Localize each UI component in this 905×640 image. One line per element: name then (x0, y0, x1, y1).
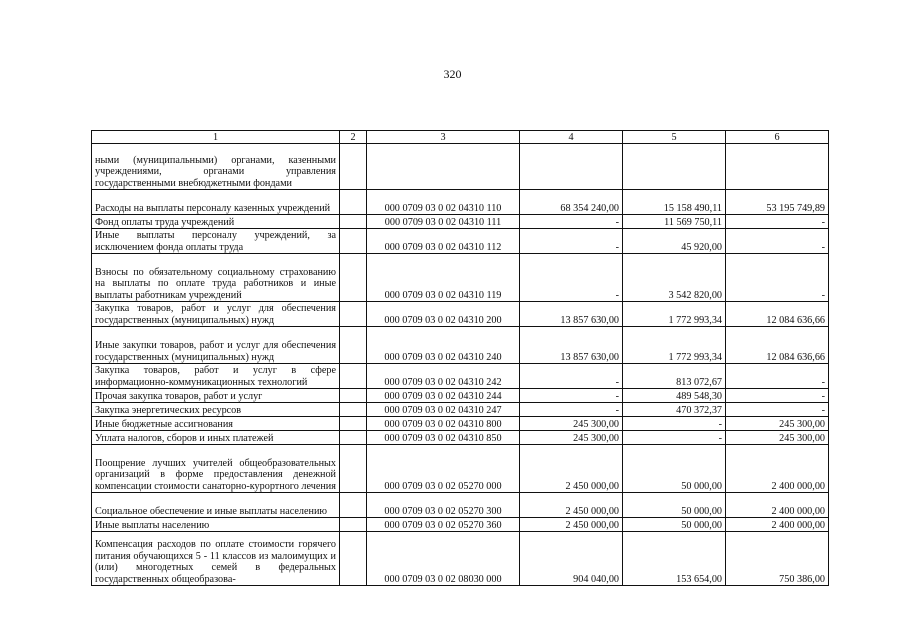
row-value-col6: - (726, 215, 829, 229)
table-row (92, 327, 829, 364)
row-value-col5 (623, 144, 726, 190)
row-col2 (340, 417, 367, 431)
row-value-col6: - (726, 389, 829, 403)
table-row (92, 254, 829, 302)
row-value-col4: 13 857 630,00 (520, 327, 623, 364)
row-col2 (340, 431, 367, 445)
table-row (92, 229, 829, 254)
row-value-col6: - (726, 254, 829, 302)
row-col2 (340, 532, 367, 586)
row-value-col4: 2 450 000,00 (520, 493, 623, 518)
row-value-col5: 489 548,30 (623, 389, 726, 403)
row-col2 (340, 190, 367, 215)
row-name: Поощрение лучших учителей общеобразовательных организаций в форме предоставления денежной компенсации стоимости санаторно-курортного лечения (92, 445, 340, 493)
row-value-col6: 12 084 636,66 (726, 327, 829, 364)
row-code: 000 0709 03 0 02 04310 200 (367, 302, 520, 327)
row-value-col6: 53 195 749,89 (726, 190, 829, 215)
row-value-col5: - (623, 431, 726, 445)
column-header-5: 5 (623, 131, 726, 144)
row-name: Фонд оплаты труда учреждений (92, 215, 340, 229)
row-name: ными (муниципальными) органами, казенными учреждениями, органами управления государственными внебюджетными фондами (92, 144, 340, 190)
table-row (92, 190, 829, 215)
table-row (92, 389, 829, 403)
column-header-4: 4 (520, 131, 623, 144)
row-value-col5: 470 372,37 (623, 403, 726, 417)
table-row (92, 431, 829, 445)
row-name: Иные выплаты населению (92, 518, 340, 532)
table-row (92, 493, 829, 518)
row-value-col5: 50 000,00 (623, 518, 726, 532)
row-value-col4: 13 857 630,00 (520, 302, 623, 327)
row-name: Прочая закупка товаров, работ и услуг (92, 389, 340, 403)
row-value-col4: - (520, 254, 623, 302)
row-value-col5: 50 000,00 (623, 493, 726, 518)
row-col2 (340, 302, 367, 327)
row-code: 000 0709 03 0 02 05270 300 (367, 493, 520, 518)
row-code: 000 0709 03 0 02 08030 000 (367, 532, 520, 586)
row-col2 (340, 493, 367, 518)
row-name: Иные бюджетные ассигнования (92, 417, 340, 431)
row-col2 (340, 364, 367, 389)
table-row (92, 532, 829, 586)
row-name: Компенсация расходов по оплате стоимости горячего питания обучающихся 5 - 11 классов из малоимущих и (или) многодетных семей в федеральных государственных общеобразова- (92, 532, 340, 586)
row-code: 000 0709 03 0 02 04310 850 (367, 431, 520, 445)
row-value-col6: 245 300,00 (726, 417, 829, 431)
table-row (92, 445, 829, 493)
row-value-col5: 45 920,00 (623, 229, 726, 254)
row-value-col5: 11 569 750,11 (623, 215, 726, 229)
row-value-col6 (726, 144, 829, 190)
row-value-col5: 153 654,00 (623, 532, 726, 586)
row-code: 000 0709 03 0 02 04310 800 (367, 417, 520, 431)
table-row (92, 364, 829, 389)
budget-execution-table (91, 130, 829, 586)
table-row (92, 518, 829, 532)
row-value-col4: - (520, 229, 623, 254)
row-code: 000 0709 03 0 02 04310 240 (367, 327, 520, 364)
row-code: 000 0709 03 0 02 04310 247 (367, 403, 520, 417)
row-value-col4: 245 300,00 (520, 431, 623, 445)
table-row (92, 144, 829, 190)
table-row (92, 417, 829, 431)
table-row (92, 215, 829, 229)
row-code (367, 144, 520, 190)
row-code: 000 0709 03 0 02 04310 242 (367, 364, 520, 389)
row-name: Закупка товаров, работ и услуг в сфере информационно-коммуникационных технологий (92, 364, 340, 389)
row-code: 000 0709 03 0 02 04310 110 (367, 190, 520, 215)
row-value-col6: - (726, 229, 829, 254)
row-value-col4: 2 450 000,00 (520, 445, 623, 493)
row-value-col4: - (520, 215, 623, 229)
row-col2 (340, 254, 367, 302)
row-name: Расходы на выплаты персоналу казенных учреждений (92, 190, 340, 215)
row-col2 (340, 403, 367, 417)
row-name: Иные выплаты персоналу учреждений, за исключением фонда оплаты труда (92, 229, 340, 254)
column-header-row (92, 131, 829, 144)
row-value-col4: 904 040,00 (520, 532, 623, 586)
row-value-col6: 2 400 000,00 (726, 445, 829, 493)
row-value-col6: 750 386,00 (726, 532, 829, 586)
row-value-col6: - (726, 403, 829, 417)
row-col2 (340, 327, 367, 364)
column-header-1: 1 (92, 131, 340, 144)
row-col2 (340, 229, 367, 254)
row-value-col5: 3 542 820,00 (623, 254, 726, 302)
column-header-3: 3 (367, 131, 520, 144)
column-header-6: 6 (726, 131, 829, 144)
row-value-col5: 50 000,00 (623, 445, 726, 493)
row-value-col4: - (520, 389, 623, 403)
table-row (92, 403, 829, 417)
row-value-col6: 2 400 000,00 (726, 493, 829, 518)
row-value-col5: - (623, 417, 726, 431)
row-value-col5: 1 772 993,34 (623, 302, 726, 327)
row-value-col6: 12 084 636,66 (726, 302, 829, 327)
row-value-col4: 245 300,00 (520, 417, 623, 431)
row-code: 000 0709 03 0 02 05270 360 (367, 518, 520, 532)
row-code: 000 0709 03 0 02 04310 112 (367, 229, 520, 254)
table-row (92, 302, 829, 327)
row-value-col6: - (726, 364, 829, 389)
row-value-col4: - (520, 403, 623, 417)
row-code: 000 0709 03 0 02 04310 111 (367, 215, 520, 229)
row-value-col6: 2 400 000,00 (726, 518, 829, 532)
column-header-2: 2 (340, 131, 367, 144)
row-name: Иные закупки товаров, работ и услуг для обеспечения государственных (муниципальных) нужд (92, 327, 340, 364)
row-name: Уплата налогов, сборов и иных платежей (92, 431, 340, 445)
row-value-col4: 68 354 240,00 (520, 190, 623, 215)
row-col2 (340, 445, 367, 493)
row-name: Закупка товаров, работ и услуг для обеспечения государственных (муниципальных) нужд (92, 302, 340, 327)
row-value-col6: 245 300,00 (726, 431, 829, 445)
row-value-col4 (520, 144, 623, 190)
row-code: 000 0709 03 0 02 04310 119 (367, 254, 520, 302)
row-col2 (340, 144, 367, 190)
row-value-col5: 813 072,67 (623, 364, 726, 389)
page-number: 320 (443, 67, 462, 81)
row-value-col4: - (520, 364, 623, 389)
row-value-col5: 1 772 993,34 (623, 327, 726, 364)
row-code: 000 0709 03 0 02 05270 000 (367, 445, 520, 493)
row-value-col5: 15 158 490,11 (623, 190, 726, 215)
row-name: Закупка энергетических ресурсов (92, 403, 340, 417)
row-name: Социальное обеспечение и иные выплаты населению (92, 493, 340, 518)
row-code: 000 0709 03 0 02 04310 244 (367, 389, 520, 403)
row-col2 (340, 215, 367, 229)
row-name: Взносы по обязательному социальному страхованию на выплаты по оплате труда работников и иные выплаты работникам учреждений (92, 254, 340, 302)
row-col2 (340, 389, 367, 403)
row-col2 (340, 518, 367, 532)
row-value-col4: 2 450 000,00 (520, 518, 623, 532)
